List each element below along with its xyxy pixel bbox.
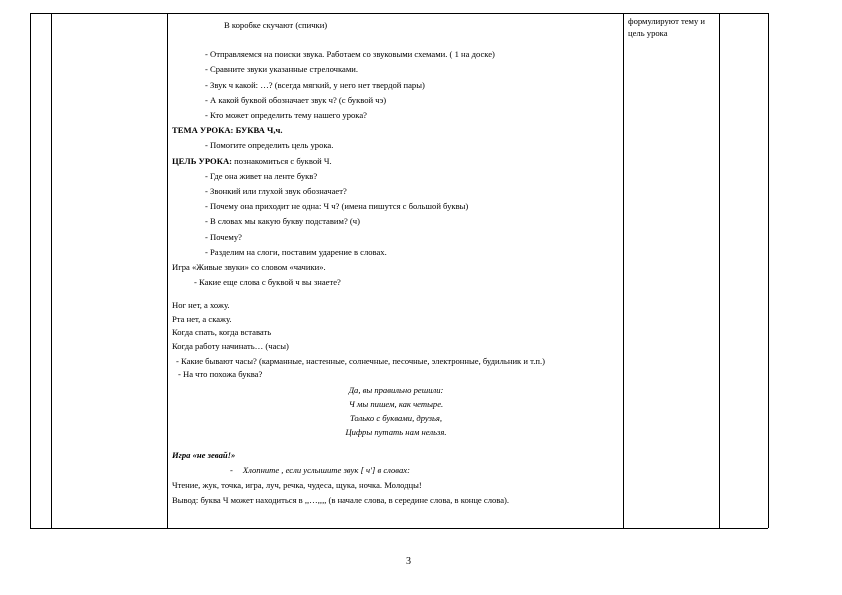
lesson-content-cell bbox=[172, 18, 620, 508]
text-line: - Почему она приходит не одна: Ч ч? (имена пишутся с большой буквы) bbox=[205, 201, 469, 212]
text-line: - А какой буквой обозначает звук ч? (с буквой чэ) bbox=[205, 94, 387, 105]
riddle-line: Когда спать, когда вставать bbox=[172, 327, 272, 338]
text-line: - Помогите определить цель урока. bbox=[205, 140, 334, 151]
text-line: - В словах мы какую букву подставим? (ч) bbox=[205, 216, 360, 227]
text-line: - Где она живет на ленте букв? bbox=[205, 170, 318, 181]
riddle-line: Рта нет, а скажу. bbox=[172, 313, 232, 324]
poem-line: Только с буквами, друзья, bbox=[349, 412, 443, 423]
poem-line: Ч мы пишем, как четыре. bbox=[348, 398, 444, 409]
poem-line: Да, вы правильно решили: bbox=[348, 384, 444, 395]
lesson-topic: ТЕМА УРОКА: БУКВА Ч,ч. bbox=[172, 125, 283, 136]
poem-line: Цифры путать нам нельзя. bbox=[345, 426, 447, 437]
text-line: - Какие бывают часы? (карманные, настенные, солнечные, песочные, электронные, будильник и т.п.) bbox=[176, 356, 545, 367]
text-line: - Почему? bbox=[205, 231, 242, 242]
lesson-goal bbox=[172, 154, 620, 169]
table-divider-4 bbox=[719, 13, 720, 528]
text-line: - На что похожа буква? bbox=[178, 369, 263, 380]
table-divider-3 bbox=[623, 13, 624, 528]
text-line: - Отправляемся на поиски звука. Работаем со звуковыми схемами. ( 1 на доске) bbox=[205, 49, 495, 60]
game-instruction bbox=[172, 463, 620, 478]
lesson-goal-label: ЦЕЛЬ УРОКА: bbox=[172, 155, 233, 166]
game-title: Игра «не зевай!» bbox=[172, 449, 236, 460]
word-list: Чтение, жук, точка, игра, луч, речка, чудеса, щука, ночка. Молодцы! bbox=[172, 480, 422, 491]
text-line: - Кто может определить тему нашего урока? bbox=[205, 110, 367, 121]
bullet-dash: - bbox=[230, 464, 233, 475]
student-activity-cell: формулируют тему и цель урока bbox=[628, 16, 706, 38]
conclusion-line: Вывод: буква Ч может находиться в ,,…,,,, (в начале слова, в середине слова, в конце слова). bbox=[172, 495, 510, 506]
text-line: - Звонкий или глухой звук обозначает? bbox=[205, 186, 347, 197]
table-divider-2 bbox=[167, 13, 168, 528]
lesson-goal-text: познакомиться с буквой Ч. bbox=[232, 155, 332, 166]
table-border-left bbox=[30, 13, 31, 528]
text-line: - Сравните звуки указанные стрелочками. bbox=[205, 64, 359, 75]
page-number: 3 bbox=[406, 556, 411, 567]
riddle-answer-line: В коробке скучают (спички) bbox=[224, 20, 328, 30]
game-instruction-text: Хлопните , если услышите звук [ ч'] в словах: bbox=[242, 464, 410, 475]
table-border-bottom bbox=[30, 528, 768, 529]
table-border-top bbox=[30, 13, 768, 14]
table-divider-1 bbox=[51, 13, 52, 528]
riddle-line: Ног нет, а хожу. bbox=[172, 300, 230, 311]
text-line: - Какие еще слова с буквой ч вы знаете? bbox=[194, 277, 341, 288]
table-border-right bbox=[768, 13, 769, 528]
riddle-line: Когда работу начинать… (часы) bbox=[172, 340, 289, 351]
text-line: - Звук ч какой: …? (всегда мягкий, у него нет твердой пары) bbox=[205, 79, 425, 90]
text-line: - Разделим на слоги, поставим ударение в словах. bbox=[205, 246, 387, 257]
game-line: Игра «Живые звуки» со словом «чачики». bbox=[172, 262, 326, 273]
